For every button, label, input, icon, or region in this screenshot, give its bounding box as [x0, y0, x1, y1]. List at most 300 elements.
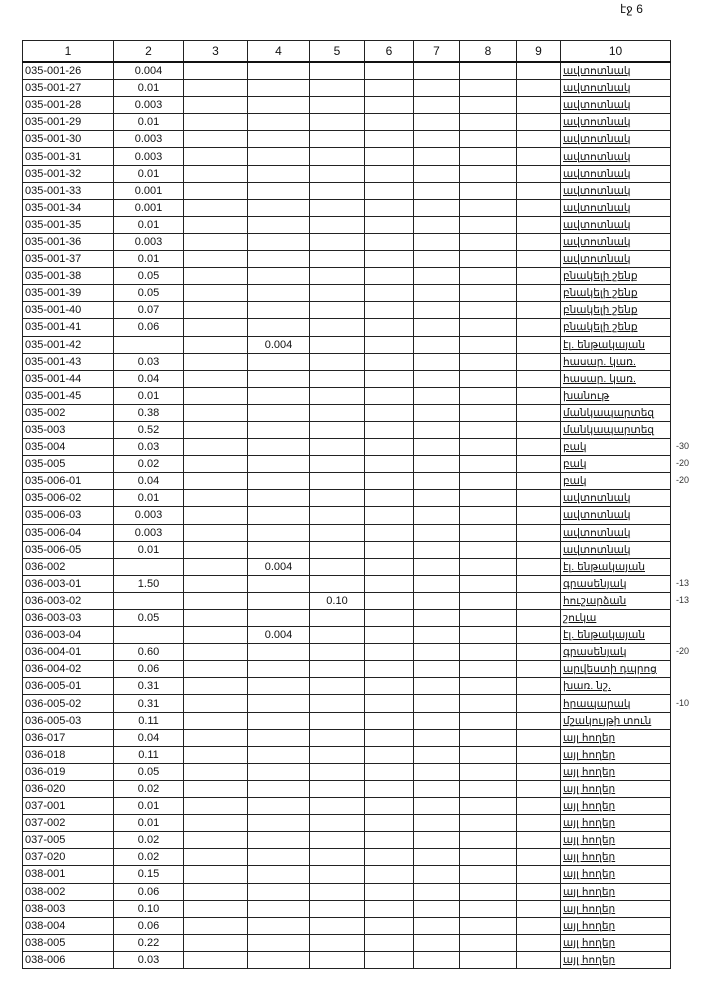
column-header-7: 7 [414, 41, 460, 63]
parcel-code-cell: 036-003-03 [23, 610, 114, 627]
value-cell-col6 [365, 627, 414, 644]
land-use-cell: այլ հողեր [561, 832, 671, 849]
value-cell-col5 [310, 456, 365, 473]
land-use-cell: այլ հողեր [561, 849, 671, 866]
value-cell-col5 [310, 233, 365, 250]
table-row [23, 404, 671, 421]
value-cell-col5 [310, 302, 365, 319]
value-cell-col8 [460, 712, 517, 729]
value-cell-col9 [517, 421, 561, 438]
value-cell-col6 [365, 114, 414, 131]
parcel-code-cell: 038-003 [23, 900, 114, 917]
value-cell-col8 [460, 678, 517, 695]
parcel-code-cell: 035-001-43 [23, 353, 114, 370]
table-row [23, 832, 671, 849]
parcel-code-cell: 035-006-01 [23, 473, 114, 490]
land-use-cell: բնակելի շենք [561, 302, 671, 319]
value-cell-col5 [310, 131, 365, 148]
value-cell-col5 [310, 849, 365, 866]
value-cell-col2: 0.05 [114, 268, 184, 285]
value-cell-col2: 0.60 [114, 644, 184, 661]
value-cell-col8 [460, 216, 517, 233]
parcel-code-cell: 035-001-42 [23, 336, 114, 353]
value-cell-col8 [460, 763, 517, 780]
value-cell-col8 [460, 780, 517, 797]
value-cell-col2: 0.31 [114, 695, 184, 712]
value-cell-col5 [310, 883, 365, 900]
value-cell-col2: 0.02 [114, 780, 184, 797]
value-cell-col8 [460, 199, 517, 216]
value-cell-col7 [414, 866, 460, 883]
value-cell-col8 [460, 866, 517, 883]
land-use-cell: էլ. ենթակայան [561, 336, 671, 353]
value-cell-col4 [248, 490, 310, 507]
value-cell-col7 [414, 507, 460, 524]
value-cell-col9 [517, 644, 561, 661]
land-use-cell: այլ հողեր [561, 815, 671, 832]
parcel-code-cell: 036-003-02 [23, 592, 114, 609]
value-cell-col2: 0.01 [114, 490, 184, 507]
value-cell-col8 [460, 336, 517, 353]
value-cell-col8 [460, 575, 517, 592]
land-use-cell: արվեստի դպրոց [561, 661, 671, 678]
table-row [23, 148, 671, 165]
value-cell-col7 [414, 80, 460, 97]
table-row [23, 712, 671, 729]
value-cell-col9 [517, 541, 561, 558]
value-cell-col5 [310, 268, 365, 285]
value-cell-col4 [248, 610, 310, 627]
margin-note: -20 [676, 646, 690, 657]
value-cell-col2: 0.001 [114, 199, 184, 216]
column-header-5: 5 [310, 41, 365, 63]
value-cell-col2: 0.01 [114, 165, 184, 182]
value-cell-col4 [248, 456, 310, 473]
value-cell-col6 [365, 712, 414, 729]
value-cell-col9 [517, 712, 561, 729]
value-cell-col5 [310, 336, 365, 353]
table-row [23, 798, 671, 815]
value-cell-col4 [248, 712, 310, 729]
value-cell-col6 [365, 592, 414, 609]
value-cell-col3 [184, 951, 248, 968]
value-cell-col3 [184, 62, 248, 80]
value-cell-col3 [184, 610, 248, 627]
table-row [23, 951, 671, 968]
value-cell-col9 [517, 473, 561, 490]
table-row [23, 883, 671, 900]
value-cell-col7 [414, 251, 460, 268]
value-cell-col9 [517, 131, 561, 148]
land-use-cell: բնակելի շենք [561, 285, 671, 302]
value-cell-col7 [414, 695, 460, 712]
value-cell-col3 [184, 319, 248, 336]
value-cell-col3 [184, 627, 248, 644]
value-cell-col7 [414, 182, 460, 199]
value-cell-col4 [248, 815, 310, 832]
value-cell-col8 [460, 251, 517, 268]
value-cell-col2: 0.01 [114, 114, 184, 131]
value-cell-col3 [184, 832, 248, 849]
value-cell-col9 [517, 268, 561, 285]
value-cell-col6 [365, 285, 414, 302]
parcel-code-cell: 035-001-27 [23, 80, 114, 97]
parcel-code-cell: 035-006-03 [23, 507, 114, 524]
value-cell-col2: 0.003 [114, 524, 184, 541]
value-cell-col2: 0.52 [114, 421, 184, 438]
value-cell-col9 [517, 387, 561, 404]
land-use-cell: ավտոտնակ [561, 524, 671, 541]
value-cell-col6 [365, 729, 414, 746]
value-cell-col3 [184, 917, 248, 934]
value-cell-col2: 0.01 [114, 251, 184, 268]
value-cell-col3 [184, 114, 248, 131]
value-cell-col9 [517, 883, 561, 900]
land-use-cell: ավտոտնակ [561, 490, 671, 507]
table-row [23, 387, 671, 404]
value-cell-col8 [460, 883, 517, 900]
land-use-cell: գրասենյակ [561, 644, 671, 661]
value-cell-col7 [414, 199, 460, 216]
value-cell-col5 [310, 746, 365, 763]
value-cell-col7 [414, 627, 460, 644]
value-cell-col7 [414, 165, 460, 182]
value-cell-col4: 0.004 [248, 336, 310, 353]
header-row [23, 41, 671, 63]
value-cell-col2: 0.03 [114, 951, 184, 968]
value-cell-col3 [184, 934, 248, 951]
margin-note: -13 [676, 578, 690, 588]
value-cell-col7 [414, 729, 460, 746]
value-cell-col9 [517, 251, 561, 268]
table-row [23, 763, 671, 780]
value-cell-col3 [184, 199, 248, 216]
value-cell-col7 [414, 644, 460, 661]
value-cell-col4 [248, 80, 310, 97]
value-cell-col9 [517, 627, 561, 644]
value-cell-col8 [460, 353, 517, 370]
value-cell-col7 [414, 661, 460, 678]
land-use-cell: ավտոտնակ [561, 233, 671, 250]
value-cell-col8 [460, 507, 517, 524]
land-use-cell: ավտոտնակ [561, 216, 671, 233]
value-cell-col3 [184, 849, 248, 866]
value-cell-col8 [460, 302, 517, 319]
land-use-cell: այլ հողեր [561, 934, 671, 951]
value-cell-col6 [365, 900, 414, 917]
value-cell-col9 [517, 456, 561, 473]
table-row [23, 558, 671, 575]
value-cell-col4 [248, 165, 310, 182]
land-use-cell: մանկապարտեզ [561, 404, 671, 421]
value-cell-col6 [365, 182, 414, 199]
value-cell-col4 [248, 353, 310, 370]
value-cell-col5 [310, 900, 365, 917]
value-cell-col6 [365, 370, 414, 387]
value-cell-col3 [184, 268, 248, 285]
value-cell-col4 [248, 421, 310, 438]
value-cell-col7 [414, 233, 460, 250]
value-cell-col3 [184, 97, 248, 114]
value-cell-col3 [184, 370, 248, 387]
land-use-cell: մշակույթի տուն [561, 712, 671, 729]
value-cell-col6 [365, 404, 414, 421]
land-use-cell: ավտոտնակ [561, 148, 671, 165]
value-cell-col4 [248, 439, 310, 456]
table-row [23, 182, 671, 199]
value-cell-col5 [310, 165, 365, 182]
margin-note: -30 [676, 441, 690, 452]
parcel-code-cell: 038-001 [23, 866, 114, 883]
value-cell-col6 [365, 233, 414, 250]
value-cell-col2: 0.06 [114, 917, 184, 934]
value-cell-col7 [414, 746, 460, 763]
parcel-code-cell: 036-005-03 [23, 712, 114, 729]
value-cell-col3 [184, 900, 248, 917]
value-cell-col6 [365, 917, 414, 934]
value-cell-col4 [248, 507, 310, 524]
value-cell-col9 [517, 97, 561, 114]
column-header-1: 1 [23, 41, 114, 63]
value-cell-col7 [414, 849, 460, 866]
value-cell-col5 [310, 934, 365, 951]
table-row [23, 661, 671, 678]
value-cell-col4 [248, 575, 310, 592]
land-use-cell: հասար. կառ. [561, 353, 671, 370]
value-cell-col4 [248, 832, 310, 849]
value-cell-col3 [184, 507, 248, 524]
table-row [23, 285, 671, 302]
parcel-code-cell: 035-001-28 [23, 97, 114, 114]
value-cell-col8 [460, 268, 517, 285]
table-row [23, 370, 671, 387]
value-cell-col3 [184, 746, 248, 763]
land-use-cell: այլ հողեր [561, 746, 671, 763]
value-cell-col3 [184, 216, 248, 233]
value-cell-col7 [414, 832, 460, 849]
land-use-cell: ավտոտնակ [561, 182, 671, 199]
parcel-code-cell: 035-001-36 [23, 233, 114, 250]
parcel-code-cell: 038-002 [23, 883, 114, 900]
parcel-code-cell: 038-005 [23, 934, 114, 951]
land-use-cell: այլ հողեր [561, 780, 671, 797]
value-cell-col2: 0.001 [114, 182, 184, 199]
value-cell-col3 [184, 490, 248, 507]
value-cell-col3 [184, 558, 248, 575]
parcel-code-cell: 035-001-45 [23, 387, 114, 404]
parcel-code-cell: 036-002 [23, 558, 114, 575]
value-cell-col4 [248, 131, 310, 148]
value-cell-col8 [460, 165, 517, 182]
value-cell-col9 [517, 610, 561, 627]
value-cell-col6 [365, 421, 414, 438]
value-cell-col3 [184, 695, 248, 712]
value-cell-col9 [517, 917, 561, 934]
column-header-4: 4 [248, 41, 310, 63]
value-cell-col4 [248, 62, 310, 80]
land-use-cell: ավտոտնակ [561, 507, 671, 524]
value-cell-col7 [414, 439, 460, 456]
value-cell-col6 [365, 866, 414, 883]
value-cell-col7 [414, 883, 460, 900]
value-cell-col2: 1.50 [114, 575, 184, 592]
value-cell-col3 [184, 302, 248, 319]
table-row [23, 900, 671, 917]
table-row [23, 627, 671, 644]
value-cell-col6 [365, 251, 414, 268]
table-row [23, 780, 671, 797]
value-cell-col9 [517, 319, 561, 336]
value-cell-col5 [310, 353, 365, 370]
value-cell-col6 [365, 798, 414, 815]
value-cell-col9 [517, 763, 561, 780]
value-cell-col7 [414, 404, 460, 421]
land-use-cell: բակ [561, 439, 671, 456]
value-cell-col9 [517, 336, 561, 353]
value-cell-col2: 0.02 [114, 849, 184, 866]
land-use-cell: այլ հողեր [561, 883, 671, 900]
value-cell-col2: 0.11 [114, 712, 184, 729]
column-header-6: 6 [365, 41, 414, 63]
value-cell-col3 [184, 815, 248, 832]
value-cell-col2: 0.02 [114, 832, 184, 849]
value-cell-col9 [517, 285, 561, 302]
value-cell-col8 [460, 592, 517, 609]
land-use-cell: էլ. ենթակայան [561, 627, 671, 644]
parcel-code-cell: 036-005-02 [23, 695, 114, 712]
parcel-code-cell: 035-001-35 [23, 216, 114, 233]
value-cell-col9 [517, 507, 561, 524]
column-header-8: 8 [460, 41, 517, 63]
table-row [23, 541, 671, 558]
value-cell-col6 [365, 62, 414, 80]
parcel-code-cell: 036-003-01 [23, 575, 114, 592]
value-cell-col3 [184, 866, 248, 883]
value-cell-col3 [184, 182, 248, 199]
value-cell-col5 [310, 627, 365, 644]
parcel-code-cell: 035-001-40 [23, 302, 114, 319]
value-cell-col4 [248, 216, 310, 233]
value-cell-col8 [460, 233, 517, 250]
table-row [23, 439, 671, 456]
value-cell-col4 [248, 780, 310, 797]
value-cell-col7 [414, 148, 460, 165]
land-use-cell: բակ [561, 473, 671, 490]
value-cell-col4: 0.004 [248, 627, 310, 644]
value-cell-col5 [310, 951, 365, 968]
value-cell-col9 [517, 199, 561, 216]
value-cell-col9 [517, 114, 561, 131]
value-cell-col8 [460, 387, 517, 404]
value-cell-col8 [460, 97, 517, 114]
value-cell-col5 [310, 815, 365, 832]
value-cell-col6 [365, 353, 414, 370]
land-use-cell: էլ. ենթակայան [561, 558, 671, 575]
value-cell-col5 [310, 763, 365, 780]
value-cell-col6 [365, 439, 414, 456]
parcel-code-cell: 035-005 [23, 456, 114, 473]
value-cell-col5 [310, 780, 365, 797]
value-cell-col6 [365, 319, 414, 336]
value-cell-col6 [365, 832, 414, 849]
value-cell-col2: 0.06 [114, 319, 184, 336]
value-cell-col2: 0.05 [114, 610, 184, 627]
land-use-cell: այլ հողեր [561, 866, 671, 883]
value-cell-col2: 0.04 [114, 729, 184, 746]
value-cell-col4 [248, 883, 310, 900]
table-row [23, 610, 671, 627]
table-row [23, 917, 671, 934]
value-cell-col7 [414, 780, 460, 797]
value-cell-col8 [460, 644, 517, 661]
value-cell-col5 [310, 832, 365, 849]
value-cell-col7 [414, 815, 460, 832]
value-cell-col9 [517, 216, 561, 233]
value-cell-col2: 0.10 [114, 900, 184, 917]
parcel-code-cell: 035-001-37 [23, 251, 114, 268]
value-cell-col4 [248, 370, 310, 387]
land-use-cell: բնակելի շենք [561, 319, 671, 336]
land-use-cell: ավտոտնակ [561, 165, 671, 182]
value-cell-col5 [310, 285, 365, 302]
value-cell-col2: 0.11 [114, 746, 184, 763]
value-cell-col8 [460, 627, 517, 644]
value-cell-col4 [248, 798, 310, 815]
value-cell-col4 [248, 900, 310, 917]
value-cell-col6 [365, 216, 414, 233]
value-cell-col4 [248, 661, 310, 678]
table-row [23, 490, 671, 507]
value-cell-col6 [365, 268, 414, 285]
column-header-3: 3 [184, 41, 248, 63]
value-cell-col6 [365, 456, 414, 473]
value-cell-col9 [517, 678, 561, 695]
value-cell-col2: 0.04 [114, 370, 184, 387]
value-cell-col4 [248, 695, 310, 712]
value-cell-col7 [414, 62, 460, 80]
value-cell-col9 [517, 439, 561, 456]
value-cell-col2: 0.03 [114, 439, 184, 456]
value-cell-col7 [414, 575, 460, 592]
table-row [23, 80, 671, 97]
value-cell-col2 [114, 558, 184, 575]
value-cell-col8 [460, 319, 517, 336]
value-cell-col8 [460, 456, 517, 473]
land-use-cell: շուկա [561, 610, 671, 627]
table-row [23, 97, 671, 114]
value-cell-col3 [184, 678, 248, 695]
value-cell-col3 [184, 592, 248, 609]
value-cell-col9 [517, 575, 561, 592]
value-cell-col9 [517, 370, 561, 387]
parcel-code-cell: 035-001-38 [23, 268, 114, 285]
value-cell-col9 [517, 661, 561, 678]
table-row [23, 199, 671, 216]
value-cell-col4 [248, 387, 310, 404]
value-cell-col5 [310, 370, 365, 387]
land-use-cell: ավտոտնակ [561, 541, 671, 558]
parcel-code-cell: 037-005 [23, 832, 114, 849]
value-cell-col7 [414, 268, 460, 285]
table-row [23, 62, 671, 80]
value-cell-col2: 0.04 [114, 473, 184, 490]
value-cell-col6 [365, 490, 414, 507]
value-cell-col9 [517, 900, 561, 917]
value-cell-col4 [248, 233, 310, 250]
parcel-code-cell: 036-019 [23, 763, 114, 780]
land-use-cell: ավտոտնակ [561, 199, 671, 216]
column-header-10: 10 [561, 41, 671, 63]
